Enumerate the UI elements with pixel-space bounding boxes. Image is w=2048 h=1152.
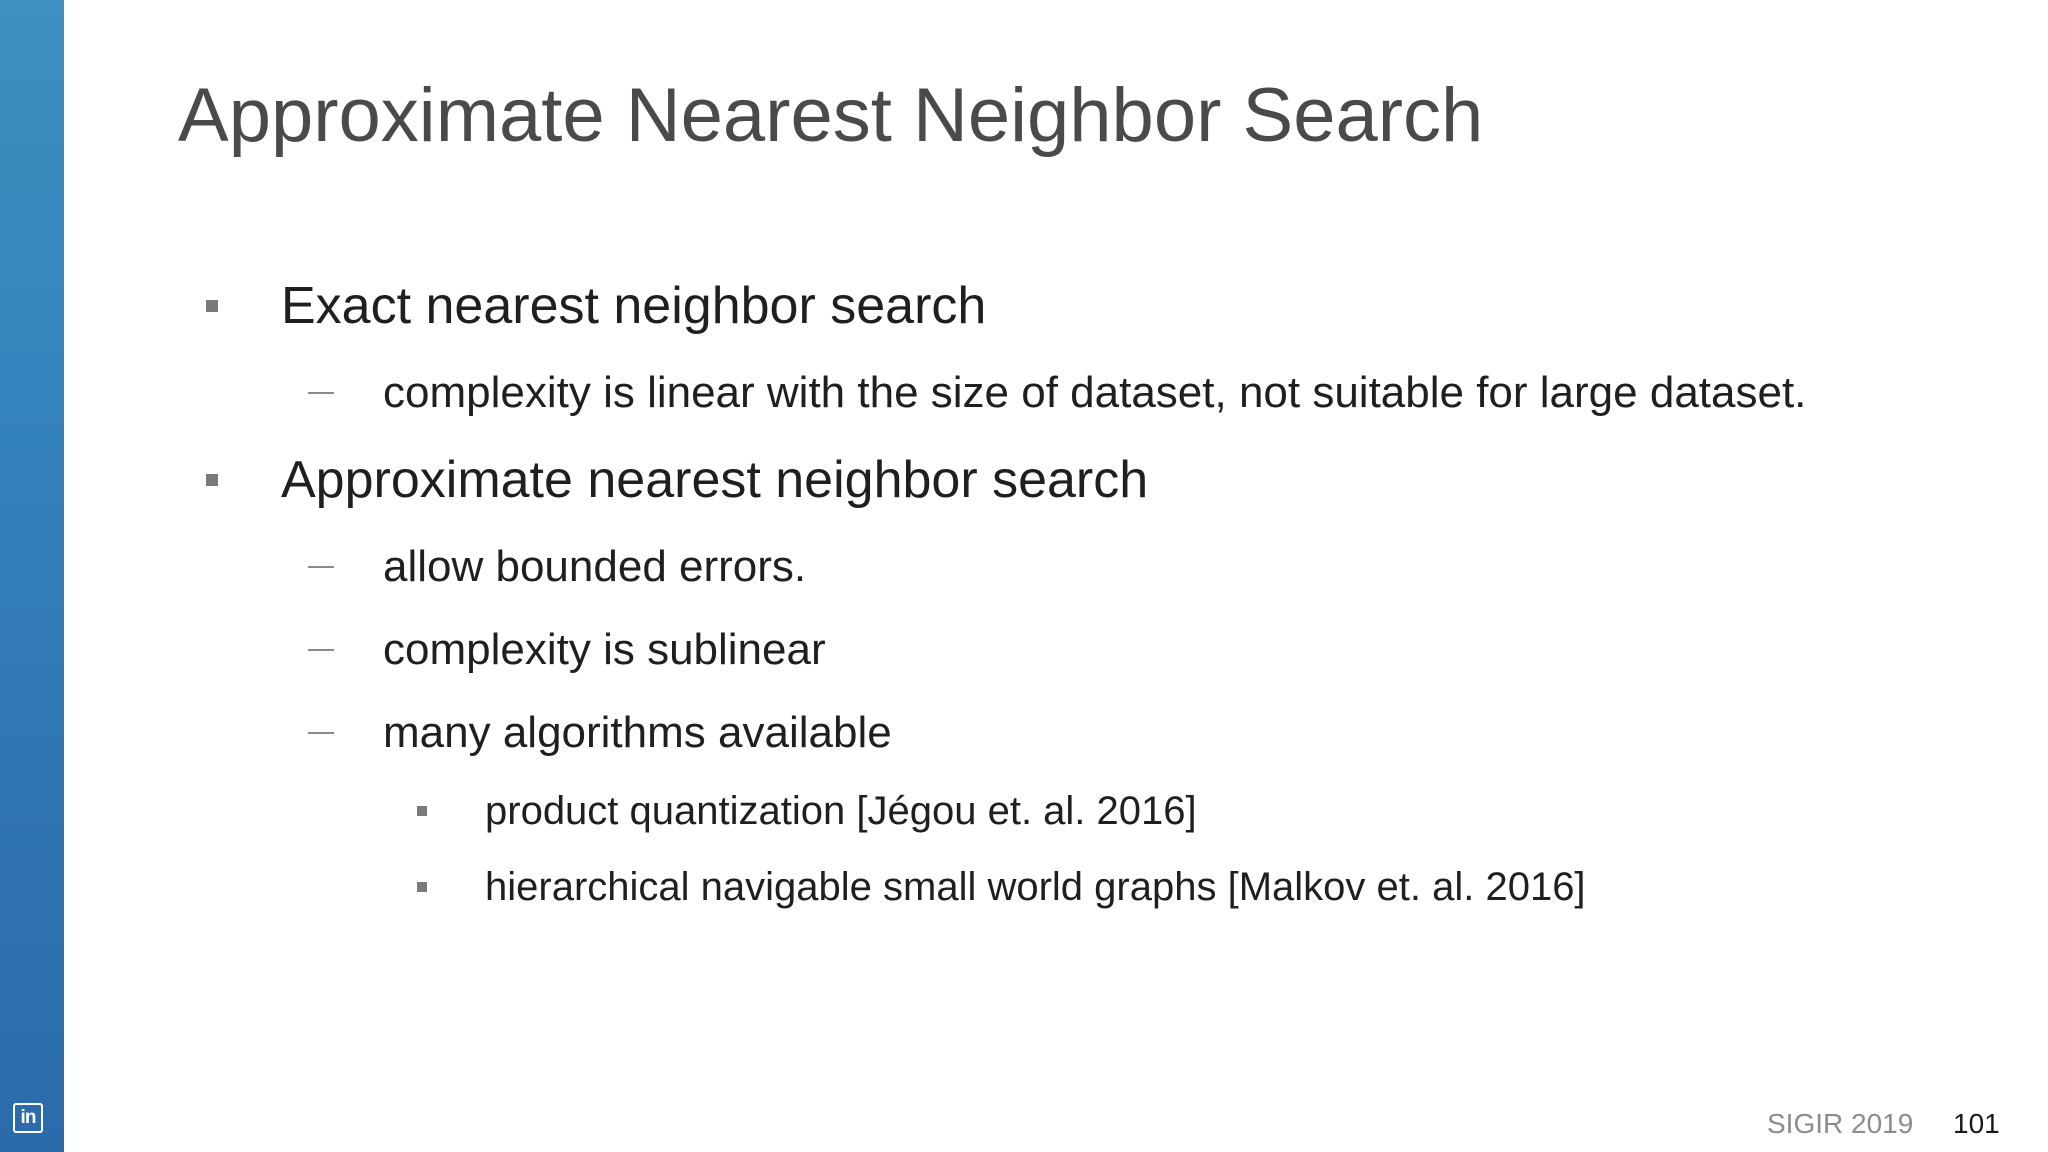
bullet-approximate-search: Approximate nearest neighbor search <box>281 451 1149 509</box>
sub-bullet-sublinear: complexity is sublinear <box>383 625 826 674</box>
sub-sub-bullet-product-quantization: product quantization [Jégou et. al. 2016] <box>485 789 1197 833</box>
slide-title: Approximate Nearest Neighbor Search <box>178 73 1484 158</box>
linkedin-icon: in <box>13 1103 43 1133</box>
sub-bullet-bounded-errors: allow bounded errors. <box>383 542 807 591</box>
bullet-small-square-icon <box>417 806 427 816</box>
bullet-square-icon <box>206 474 218 486</box>
bullet-dash-icon <box>308 649 334 651</box>
bullet-dash-icon <box>308 566 334 568</box>
bullet-dash-icon <box>308 732 334 734</box>
sub-sub-bullet-hnsw: hierarchical navigable small world graphs [Malkov et. al. 2016] <box>485 865 1586 909</box>
bullet-exact-search: Exact nearest neighbor search <box>281 277 987 335</box>
bullet-dash-icon <box>308 392 334 394</box>
bullet-small-square-icon <box>417 882 427 892</box>
footer-conference: SIGIR 2019 <box>1767 1108 1914 1139</box>
sub-bullet-linear-complexity: complexity is linear with the size of dataset, not suitable for large dataset. <box>383 368 1807 417</box>
sub-bullet-algorithms: many algorithms available <box>383 708 892 757</box>
bullet-square-icon <box>206 300 218 312</box>
left-accent-bar <box>0 0 64 1152</box>
footer-page-number: 101 <box>1953 1108 2000 1139</box>
